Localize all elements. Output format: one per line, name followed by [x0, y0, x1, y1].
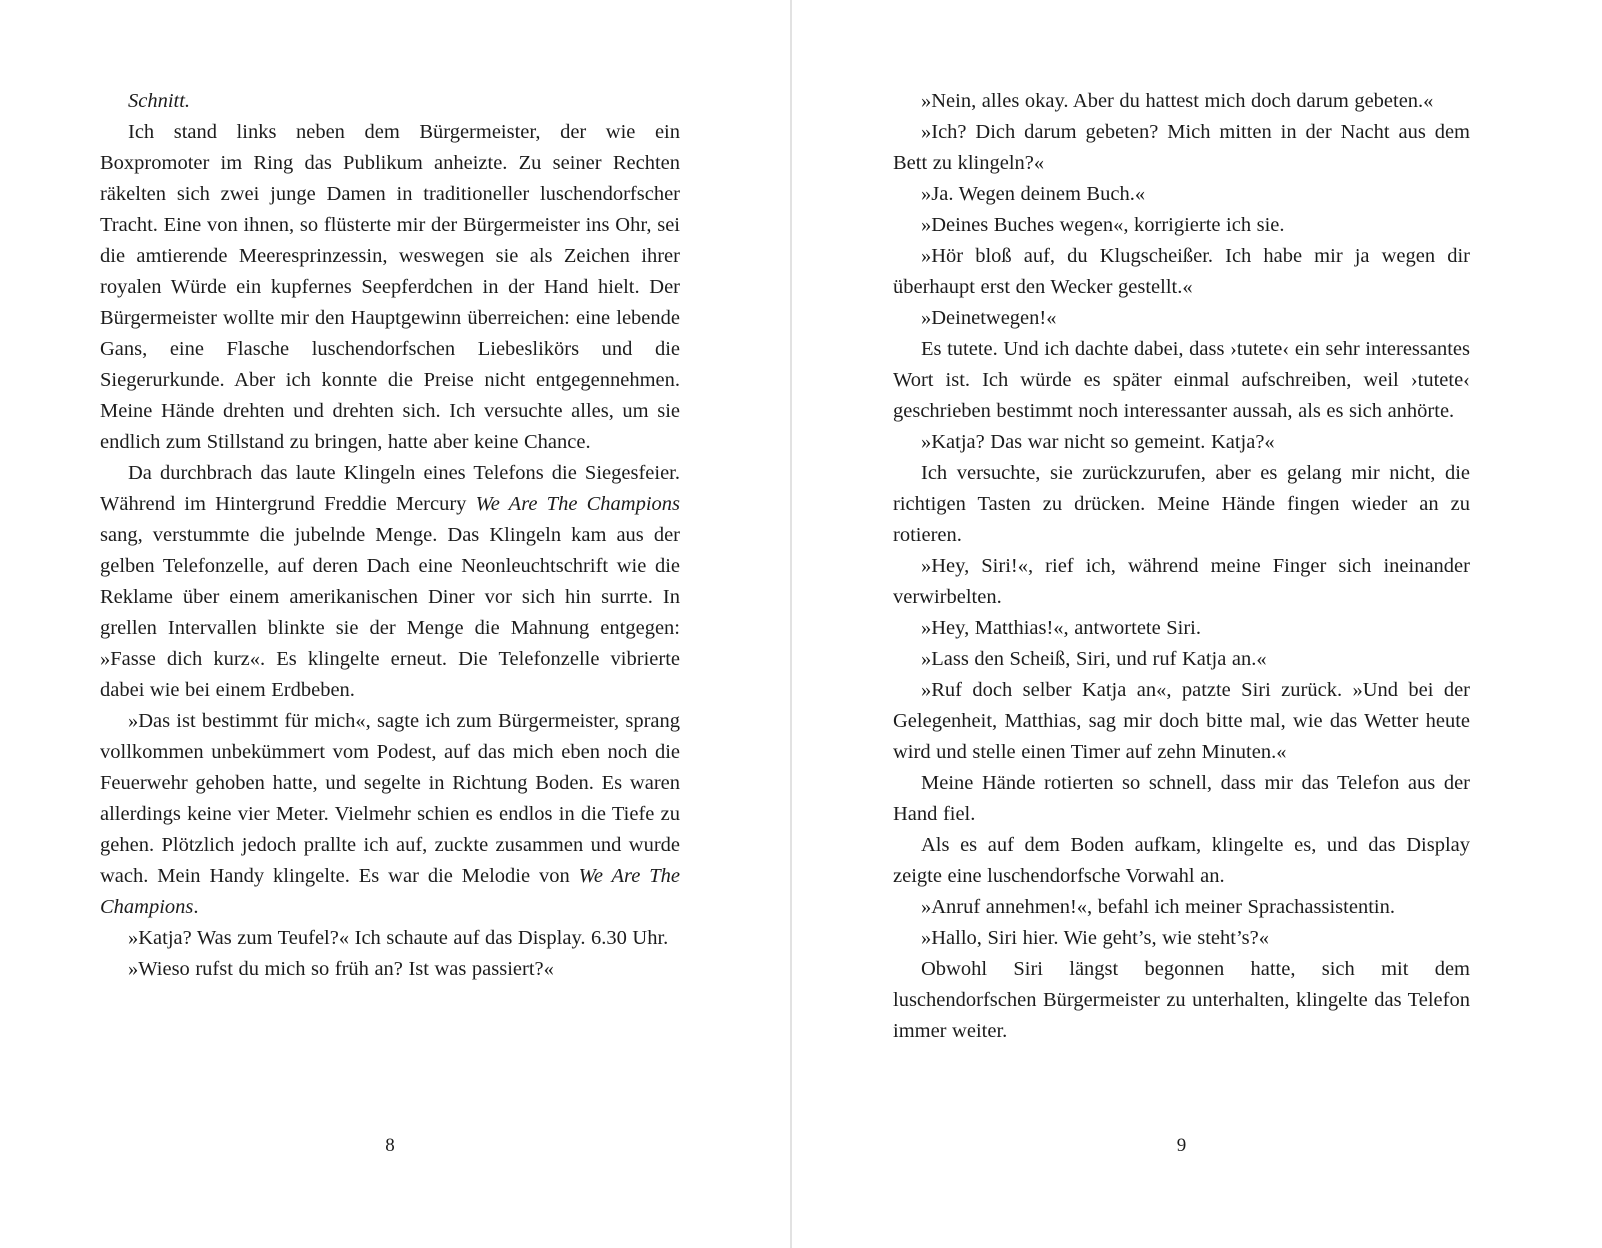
text-run: »Katja? Was zum Teufel?« Ich schaute auf das Display. 6.30 Uhr.	[128, 927, 669, 949]
paragraph	[893, 768, 1470, 830]
page-left-text	[100, 86, 680, 985]
page-right	[792, 0, 1602, 1248]
page-right-text	[893, 86, 1470, 1047]
text-run: sang, verstummte die jubelnde Menge. Das Klingeln kam aus der gelben Telefonzelle, auf deren Dach eine Neonleuchtschrift wie die Reklame über einem amerikanischen Diner vor sich hin surrte. In grellen Intervallen blinkte sie der Menge die Mahnung entgegen: »Fasse dich kurz«. Es klingelte erneut. Die Telefonzelle vibrierte dabei wie bei einem Erdbeben.	[100, 524, 680, 701]
paragraph	[893, 86, 1470, 117]
text-run: Als es auf dem Boden aufkam, klingelte es, und das Display zeigte eine luschendorfsche Vorwahl an.	[893, 834, 1470, 887]
paragraph	[893, 179, 1470, 210]
paragraph	[100, 954, 680, 985]
text-run: »Wieso rufst du mich so früh an? Ist was passiert?«	[128, 958, 554, 980]
text-run: Da durchbrach das laute Klingeln eines Telefons die Siegesfeier. Während im Hintergrund Freddie Mercury	[100, 462, 680, 515]
paragraph	[893, 303, 1470, 334]
text-run: Ich versuchte, sie zurückzurufen, aber es gelang mir nicht, die richtigen Tasten zu drücken. Meine Hände fingen wieder an zu rotieren.	[893, 462, 1470, 546]
paragraph	[100, 706, 680, 923]
paragraph	[893, 675, 1470, 768]
text-run: »Hey, Matthias!«, antwortete Siri.	[921, 617, 1202, 639]
paragraph	[893, 830, 1470, 892]
paragraph	[893, 954, 1470, 1047]
text-run: .	[193, 896, 199, 918]
text-run: Meine Hände rotierten so schnell, dass mir das Telefon aus der Hand fiel.	[893, 772, 1470, 825]
page-number-left: 8	[385, 1135, 395, 1156]
text-run: Ich stand links neben dem Bürgermeister, der wie ein Boxpromoter im Ring das Publikum anheizte. Zu seiner Rechten räkelten sich zwei junge Damen in traditioneller luschendorfscher Tracht. Eine von ihnen, so flüsterte mir der Bürgermeister ins Ohr, sei die amtierende Meeresprinzessin, weswegen sie als Zeichen ihrer royalen Würde ein kupfernes Seepferdchen in der Hand hielt. Der Bürgermeister wollte mir den Hauptgewinn überreichen: eine lebende Gans, eine Flasche luschendorfschen Liebeslikörs und die Siegerurkunde. Aber ich konnte die Preise nicht entgegennehmen. Meine Hände drehten und drehten sich. Ich versuchte alles, um sie endlich zum Stillstand zu bringen, hatte aber keine Chance.	[100, 121, 680, 453]
paragraph	[893, 923, 1470, 954]
text-run: »Deines Buches wegen«, korrigierte ich sie.	[921, 214, 1285, 236]
text-run: »Das ist bestimmt für mich«, sagte ich zum Bürgermeister, sprang vollkommen unbekümmert vom Podest, auf das mich eben noch die Feuerwehr gehoben hatte, und segelte in Richtung Boden. Es waren allerdings keine vier Meter. Vielmehr schien es endlos in die Tiefe zu gehen. Plötzlich jedoch prallte ich auf, zuckte zusammen und wurde wach. Mein Handy klingelte. Es war die Melodie von	[100, 710, 680, 887]
text-run: »Hör bloß auf, du Klugscheißer. Ich habe mir ja wegen dir überhaupt erst den Wecker gestellt.«	[893, 245, 1470, 298]
paragraph	[893, 241, 1470, 303]
paragraph	[100, 86, 680, 117]
text-run: »Lass den Scheiß, Siri, und ruf Katja an.«	[921, 648, 1267, 670]
text-run: Es tutete. Und ich dachte dabei, dass ›tutete‹ ein sehr interessantes Wort ist. Ich würde es später einmal aufschreiben, weil ›tutete‹ geschrieben bestimmt noch interessanter aussah, als es sich anhörte.	[893, 338, 1470, 422]
paragraph	[893, 210, 1470, 241]
text-run: »Anruf annehmen!«, befahl ich meiner Sprachassistentin.	[921, 896, 1395, 918]
text-run: »Nein, alles okay. Aber du hattest mich doch darum gebeten.«	[921, 90, 1434, 112]
text-run: »Ruf doch selber Katja an«, patzte Siri zurück. »Und bei der Gelegenheit, Matthias, sag mir doch bitte mal, wie das Wetter heute wird und stelle einen Timer auf zehn Minuten.«	[893, 679, 1470, 763]
paragraph	[893, 334, 1470, 427]
paragraph	[100, 923, 680, 954]
text-run: »Deinetwegen!«	[921, 307, 1057, 329]
paragraph	[893, 613, 1470, 644]
page-number-right: 9	[1176, 1135, 1187, 1156]
text-run: »Ich? Dich darum gebeten? Mich mitten in der Nacht aus dem Bett zu klingeln?«	[893, 121, 1470, 174]
text-run-italic: We Are The Champions	[100, 865, 680, 918]
paragraph	[893, 117, 1470, 179]
text-run: »Ja. Wegen deinem Buch.«	[921, 183, 1146, 205]
text-run: »Katja? Das war nicht so gemeint. Katja?«	[921, 431, 1275, 453]
paragraph	[893, 458, 1470, 551]
page-left	[0, 0, 790, 1248]
paragraph	[100, 458, 680, 706]
text-run-italic: We Are The Champions	[475, 493, 680, 515]
paragraph	[893, 427, 1470, 458]
paragraph	[100, 117, 680, 458]
paragraph	[893, 892, 1470, 923]
text-run: Obwohl Siri längst begonnen hatte, sich mit dem luschendorfschen Bürgermeister zu unterhalten, klingelte das Telefon immer weiter.	[893, 958, 1470, 1042]
text-run: »Hey, Siri!«, rief ich, während meine Finger sich ineinander verwirbelten.	[893, 555, 1470, 608]
text-run-italic: Schnitt.	[128, 90, 191, 112]
text-run: »Hallo, Siri hier. Wie geht’s, wie steht’s?«	[921, 927, 1269, 949]
paragraph	[893, 551, 1470, 613]
paragraph	[893, 644, 1470, 675]
